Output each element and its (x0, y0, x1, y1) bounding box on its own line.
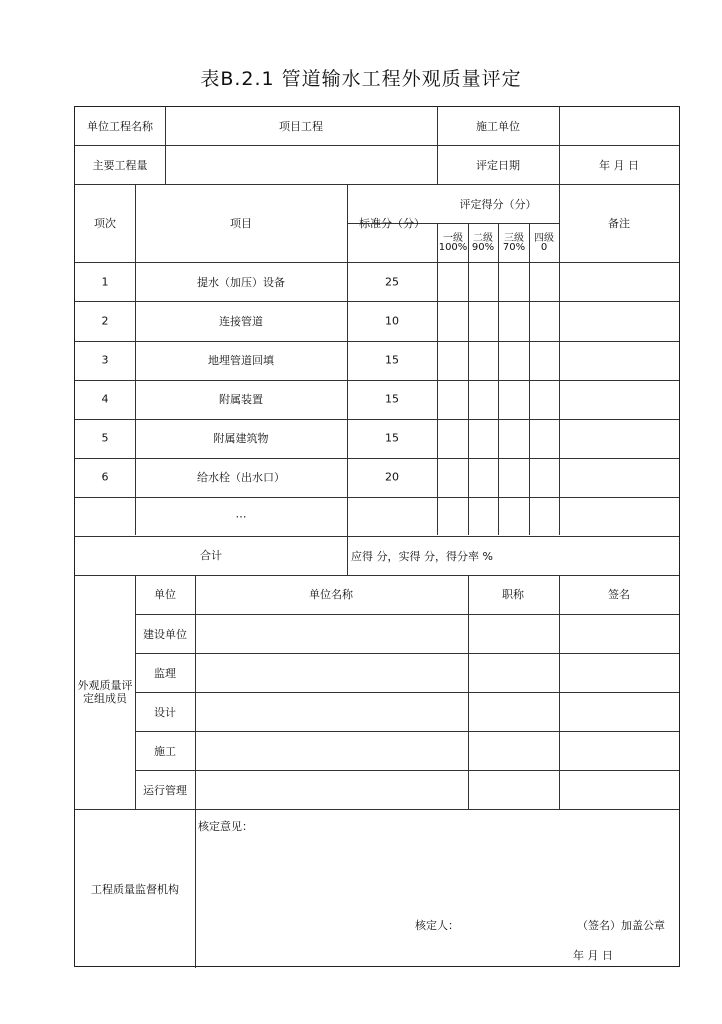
checker-label: 核定人： (415, 919, 459, 932)
members-group-label: 外观质量评定组成员 (77, 679, 133, 705)
col-item: 项目 (230, 217, 252, 230)
member-unit-construction: 施工 (154, 745, 176, 758)
members-col-unit-name: 单位名称 (309, 588, 353, 601)
members-col-sign: 签名 (608, 588, 630, 601)
row-3-no: 3 (101, 353, 109, 367)
row-2-name: 连接管道 (219, 315, 263, 328)
grade-2-level: 二级 (473, 233, 493, 244)
row-4-std: 15 (385, 392, 399, 406)
grade-4-level: 四级 (534, 233, 554, 244)
row-5-std: 15 (385, 431, 399, 445)
row-1-std: 25 (385, 275, 399, 289)
row-2-no: 2 (101, 314, 109, 328)
total-label: 合计 (200, 549, 222, 562)
row-5-no: 5 (101, 431, 109, 445)
grade-2-pct: 90% (471, 242, 495, 253)
row-1-name: 提水（加压）设备 (197, 276, 285, 289)
supervision-label: 工程质量监督机构 (91, 883, 179, 896)
row-7-name: … (235, 507, 247, 521)
supervision-date: 年 月 日 (573, 949, 613, 962)
assessment-table (74, 106, 680, 967)
construction-unit-label: 施工单位 (476, 120, 520, 133)
member-unit-design: 设计 (154, 706, 176, 719)
opinion-label: 核定意见： (198, 820, 253, 833)
row-3-std: 15 (385, 353, 399, 367)
col-remark: 备注 (608, 217, 630, 230)
row-6-no: 6 (101, 470, 109, 484)
member-unit-supervisor: 监理 (154, 667, 176, 680)
row-1-no: 1 (101, 275, 109, 289)
row-5-name: 附属建筑物 (213, 432, 269, 445)
row-4-name: 附属装置 (219, 393, 263, 406)
grade-1-level: 一级 (443, 233, 463, 244)
unit-project-label: 单位工程名称 (87, 120, 153, 133)
col-standard: 标准分（分） (359, 217, 425, 230)
grade-1-pct: 100% (438, 242, 468, 253)
main-quantity-label: 主要工程量 (92, 159, 148, 172)
row-3-name: 地埋管道回填 (208, 354, 274, 367)
grade-3-level: 三级 (504, 233, 524, 244)
member-unit-operation: 运行管理 (143, 784, 187, 797)
member-unit-owner: 建设单位 (143, 628, 187, 641)
sign-seal-label: （签名）加盖公章 (577, 919, 665, 932)
assess-date-label: 评定日期 (476, 159, 520, 172)
members-col-unit: 单位 (154, 588, 176, 601)
unit-project-value: 项目工程 (279, 120, 323, 133)
row-6-name: 给水栓（出水口） (197, 471, 285, 484)
row-4-no: 4 (101, 392, 109, 406)
col-score: 评定得分（分） (459, 198, 537, 211)
row-2-std: 10 (385, 314, 399, 328)
assess-date-value: 年 月 日 (599, 159, 639, 172)
col-index: 项次 (94, 217, 116, 230)
page-title: 表B.2.1 管道输水工程外观质量评定 (200, 68, 522, 90)
total-summary: 应得 分，实得 分，得分率 % (351, 550, 493, 563)
grade-4-pct: 0 (540, 242, 548, 253)
row-6-std: 20 (385, 470, 399, 484)
members-col-title: 职称 (502, 588, 524, 601)
grade-3-pct: 70% (502, 242, 526, 253)
